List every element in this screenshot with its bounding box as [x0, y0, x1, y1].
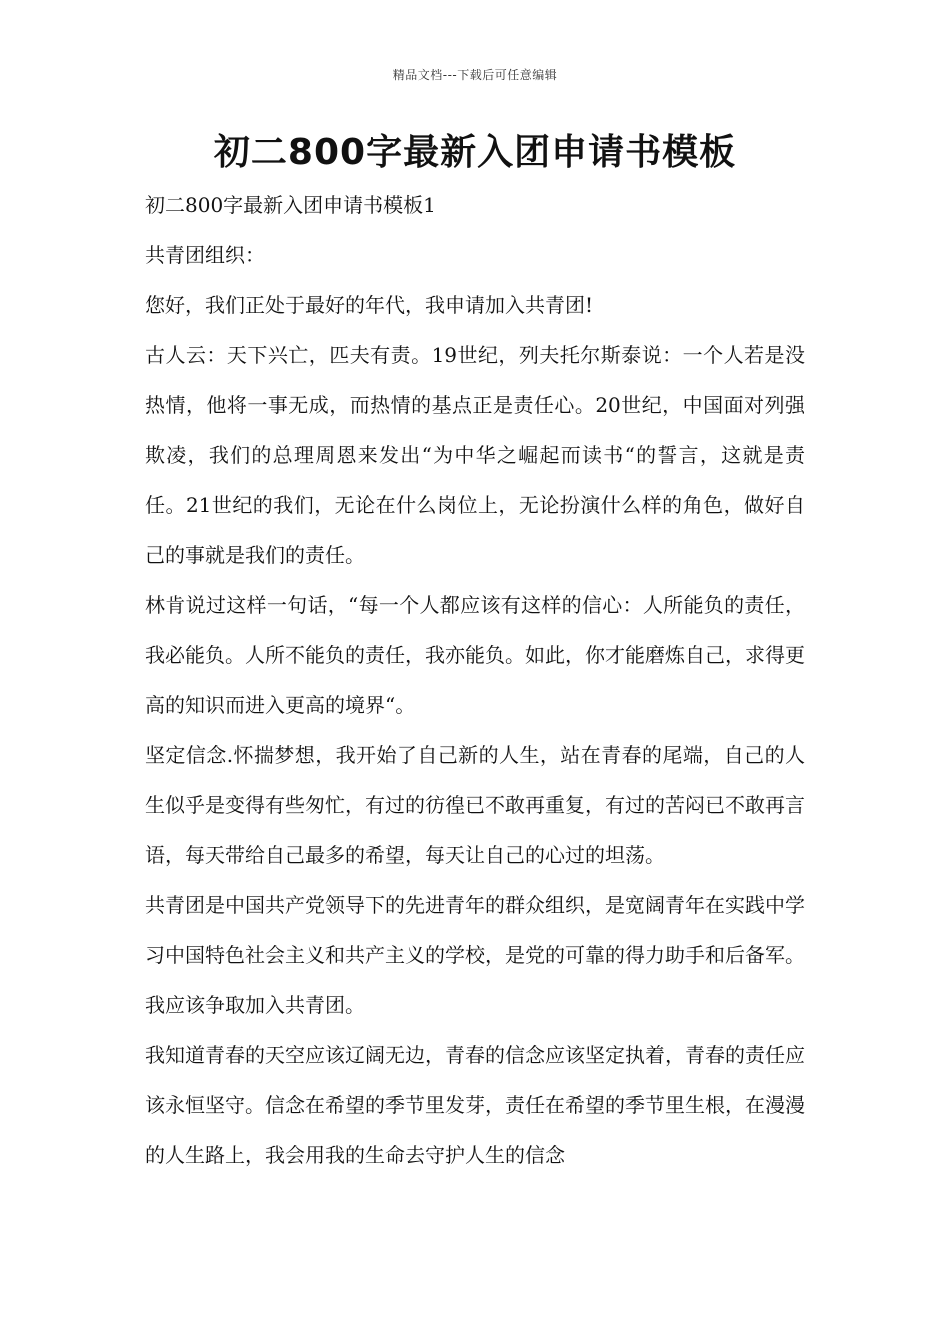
- body-paragraph: 我知道青春的天空应该辽阔无边，青春的信念应该坚定执着，青春的责任应该永恒坚守。信念在希望的季节里发芽，责任在希望的季节里生根，在漫漫的人生路上，我会用我的生命去守护人生的信念: [145, 1043, 805, 1167]
- header-note: 精品文档---下载后可任意编辑: [392, 68, 558, 82]
- body-paragraph: 共青团是中国共产党领导下的先进青年的群众组织，是宽阔青年在实践中学习中国特色社会主义和共产主义的学校，是党的可靠的得力助手和后备军。我应该争取加入共青团。: [145, 893, 805, 1017]
- body-paragraph: 林肯说过这样一句话，“每一个人都应该有这样的信心：人所能负的责任，我必能负。人所不能负的责任，我亦能负。如此，你才能磨炼自己，求得更高的知识而进入更高的境界“。: [145, 593, 805, 717]
- document-body: [145, 180, 805, 1180]
- body-paragraph: 您好，我们正处于最好的年代，我申请加入共青团!: [145, 293, 594, 317]
- body-paragraph: 坚定信念.怀揣梦想，我开始了自己新的人生，站在青春的尾端，自己的人生似乎是变得有些匆忙，有过的彷徨已不敢再重复，有过的苦闷已不敢再言语，每天带给自己最多的希望，每天让自己的心过的坦荡。: [145, 743, 805, 867]
- document-title: 初二800字最新入团申请书模板: [213, 132, 737, 173]
- body-paragraph: 古人云：天下兴亡，匹夫有责。19世纪，列夫托尔斯泰说：一个人若是没热情，他将一事无成，而热情的基点正是责任心。20世纪，中国面对列强欺凌，我们的总理周恩来发出“为中华之崛起而读书“的誓言，这就是责任。21世纪的我们，无论在什么岗位上，无论扮演什么样的角色，做好自己的事就是我们的责任。: [145, 343, 805, 567]
- salutation-paragraph: 共青团组织：: [145, 243, 265, 267]
- subtitle-paragraph: 初二800字最新入团申请书模板1: [145, 193, 436, 217]
